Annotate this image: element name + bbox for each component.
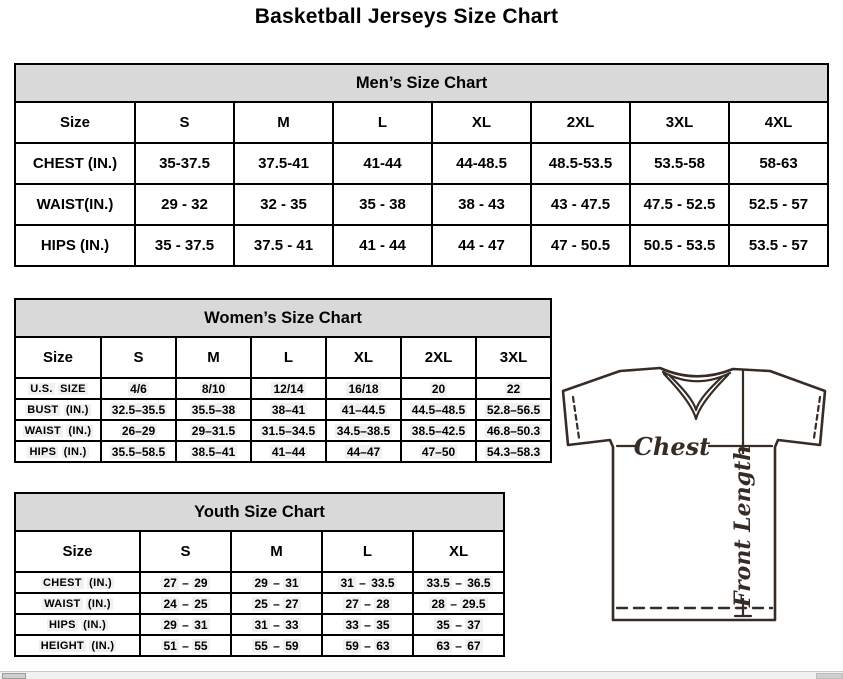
scrollbar-right-piece[interactable] <box>816 673 843 679</box>
womens-size-chart-table <box>14 298 552 463</box>
cell-value: 41–44 <box>251 441 326 462</box>
row-label: HIPS (IN.) <box>15 441 101 462</box>
row-label: HIPS (IN.) <box>15 614 140 635</box>
cell-value: 29–31.5 <box>176 420 251 441</box>
column-header: L <box>251 337 326 378</box>
cell-value: 26–29 <box>101 420 176 441</box>
cell-value: 33.5 – 36.5 <box>413 572 504 593</box>
table-title: Men’s Size Chart <box>15 64 828 102</box>
row-label: WAIST (IN.) <box>15 593 140 614</box>
column-header: 3XL <box>476 337 551 378</box>
cell-value: 38–41 <box>251 399 326 420</box>
cell-value: 44 - 47 <box>432 225 531 266</box>
cell-value: 32.5–35.5 <box>101 399 176 420</box>
cell-value: 35.5–58.5 <box>101 441 176 462</box>
cell-value: 43 - 47.5 <box>531 184 630 225</box>
cell-value: 12/14 <box>251 378 326 399</box>
column-header: Size <box>15 102 135 143</box>
table-row <box>15 143 828 184</box>
cell-value: 29 - 32 <box>135 184 234 225</box>
column-header: M <box>234 102 333 143</box>
table-row <box>15 572 504 593</box>
cell-value: 41–44.5 <box>326 399 401 420</box>
cell-value: 8/10 <box>176 378 251 399</box>
column-header: 2XL <box>531 102 630 143</box>
cell-value: 35-37.5 <box>135 143 234 184</box>
column-header: S <box>101 337 176 378</box>
cell-value: 47–50 <box>401 441 476 462</box>
cell-value: 46.8–50.3 <box>476 420 551 441</box>
cell-value: 48.5-53.5 <box>531 143 630 184</box>
cell-value: 32 - 35 <box>234 184 333 225</box>
scrollbar-thumb[interactable] <box>2 673 26 679</box>
cell-value: 44.5–48.5 <box>401 399 476 420</box>
column-header: XL <box>413 531 504 572</box>
row-label: HIPS (IN.) <box>15 225 135 266</box>
cell-value: 29 – 31 <box>140 614 231 635</box>
cell-value: 31.5–34.5 <box>251 420 326 441</box>
cell-value: 41 - 44 <box>333 225 432 266</box>
table-row <box>15 441 551 462</box>
column-header: S <box>140 531 231 572</box>
cell-value: 38.5–42.5 <box>401 420 476 441</box>
column-header: M <box>176 337 251 378</box>
column-header: 3XL <box>630 102 729 143</box>
chest-label: Chest <box>633 432 711 461</box>
column-header: Size <box>15 337 101 378</box>
cell-value: 44–47 <box>326 441 401 462</box>
jersey-measurement-diagram <box>553 358 843 658</box>
page-title: Basketball Jerseys Size Chart <box>254 5 559 28</box>
row-label: BUST (IN.) <box>15 399 101 420</box>
table-row <box>15 225 828 266</box>
cell-value: 31 – 33.5 <box>322 572 413 593</box>
cell-value: 38 - 43 <box>432 184 531 225</box>
cell-value: 41-44 <box>333 143 432 184</box>
cell-value: 44-48.5 <box>432 143 531 184</box>
column-header: XL <box>432 102 531 143</box>
cell-value: 51 – 55 <box>140 635 231 656</box>
cell-value: 27 – 28 <box>322 593 413 614</box>
table-row <box>15 593 504 614</box>
cell-value: 33 – 35 <box>322 614 413 635</box>
table-row <box>15 635 504 656</box>
row-label: WAIST (IN.) <box>15 420 101 441</box>
cell-value: 35 - 37.5 <box>135 225 234 266</box>
column-header: L <box>333 102 432 143</box>
cell-value: 47.5 - 52.5 <box>630 184 729 225</box>
cell-value: 28 – 29.5 <box>413 593 504 614</box>
column-header: L <box>322 531 413 572</box>
cell-value: 54.3–58.3 <box>476 441 551 462</box>
cell-value: 52.5 - 57 <box>729 184 828 225</box>
cell-value: 27 – 29 <box>140 572 231 593</box>
cell-value: 53.5-58 <box>630 143 729 184</box>
table-title: Women’s Size Chart <box>15 299 551 337</box>
cell-value: 35 - 38 <box>333 184 432 225</box>
table-title: Youth Size Chart <box>15 493 504 531</box>
cell-value: 24 – 25 <box>140 593 231 614</box>
row-label: U.S. SIZE <box>15 378 101 399</box>
cell-value: 38.5–41 <box>176 441 251 462</box>
cell-value: 52.8–56.5 <box>476 399 551 420</box>
youth-size-chart-table <box>14 492 505 657</box>
cell-value: 29 – 31 <box>231 572 322 593</box>
cell-value: 31 – 33 <box>231 614 322 635</box>
front-length-label: Front Length <box>730 444 756 608</box>
column-header: XL <box>326 337 401 378</box>
cell-value: 55 – 59 <box>231 635 322 656</box>
table-row <box>15 614 504 635</box>
table-row <box>15 184 828 225</box>
row-label: CHEST (IN.) <box>15 572 140 593</box>
cell-value: 25 – 27 <box>231 593 322 614</box>
horizontal-scrollbar[interactable] <box>0 671 843 679</box>
cell-value: 37.5-41 <box>234 143 333 184</box>
mens-size-chart-table <box>14 63 829 267</box>
column-header: 2XL <box>401 337 476 378</box>
row-label: CHEST (IN.) <box>15 143 135 184</box>
cell-value: 4/6 <box>101 378 176 399</box>
cell-value: 63 – 67 <box>413 635 504 656</box>
cell-value: 22 <box>476 378 551 399</box>
table-row <box>15 420 551 441</box>
cell-value: 59 – 63 <box>322 635 413 656</box>
column-header: Size <box>15 531 140 572</box>
cell-value: 37.5 - 41 <box>234 225 333 266</box>
cell-value: 20 <box>401 378 476 399</box>
row-label: WAIST(IN.) <box>15 184 135 225</box>
cell-value: 53.5 - 57 <box>729 225 828 266</box>
cell-value: 50.5 - 53.5 <box>630 225 729 266</box>
column-header: S <box>135 102 234 143</box>
cell-value: 34.5–38.5 <box>326 420 401 441</box>
column-header: 4XL <box>729 102 828 143</box>
table-row <box>15 378 551 399</box>
column-header: M <box>231 531 322 572</box>
cell-value: 35.5–38 <box>176 399 251 420</box>
row-label: HEIGHT (IN.) <box>15 635 140 656</box>
cell-value: 16/18 <box>326 378 401 399</box>
cell-value: 47 - 50.5 <box>531 225 630 266</box>
cell-value: 58-63 <box>729 143 828 184</box>
table-row <box>15 399 551 420</box>
cell-value: 35 – 37 <box>413 614 504 635</box>
